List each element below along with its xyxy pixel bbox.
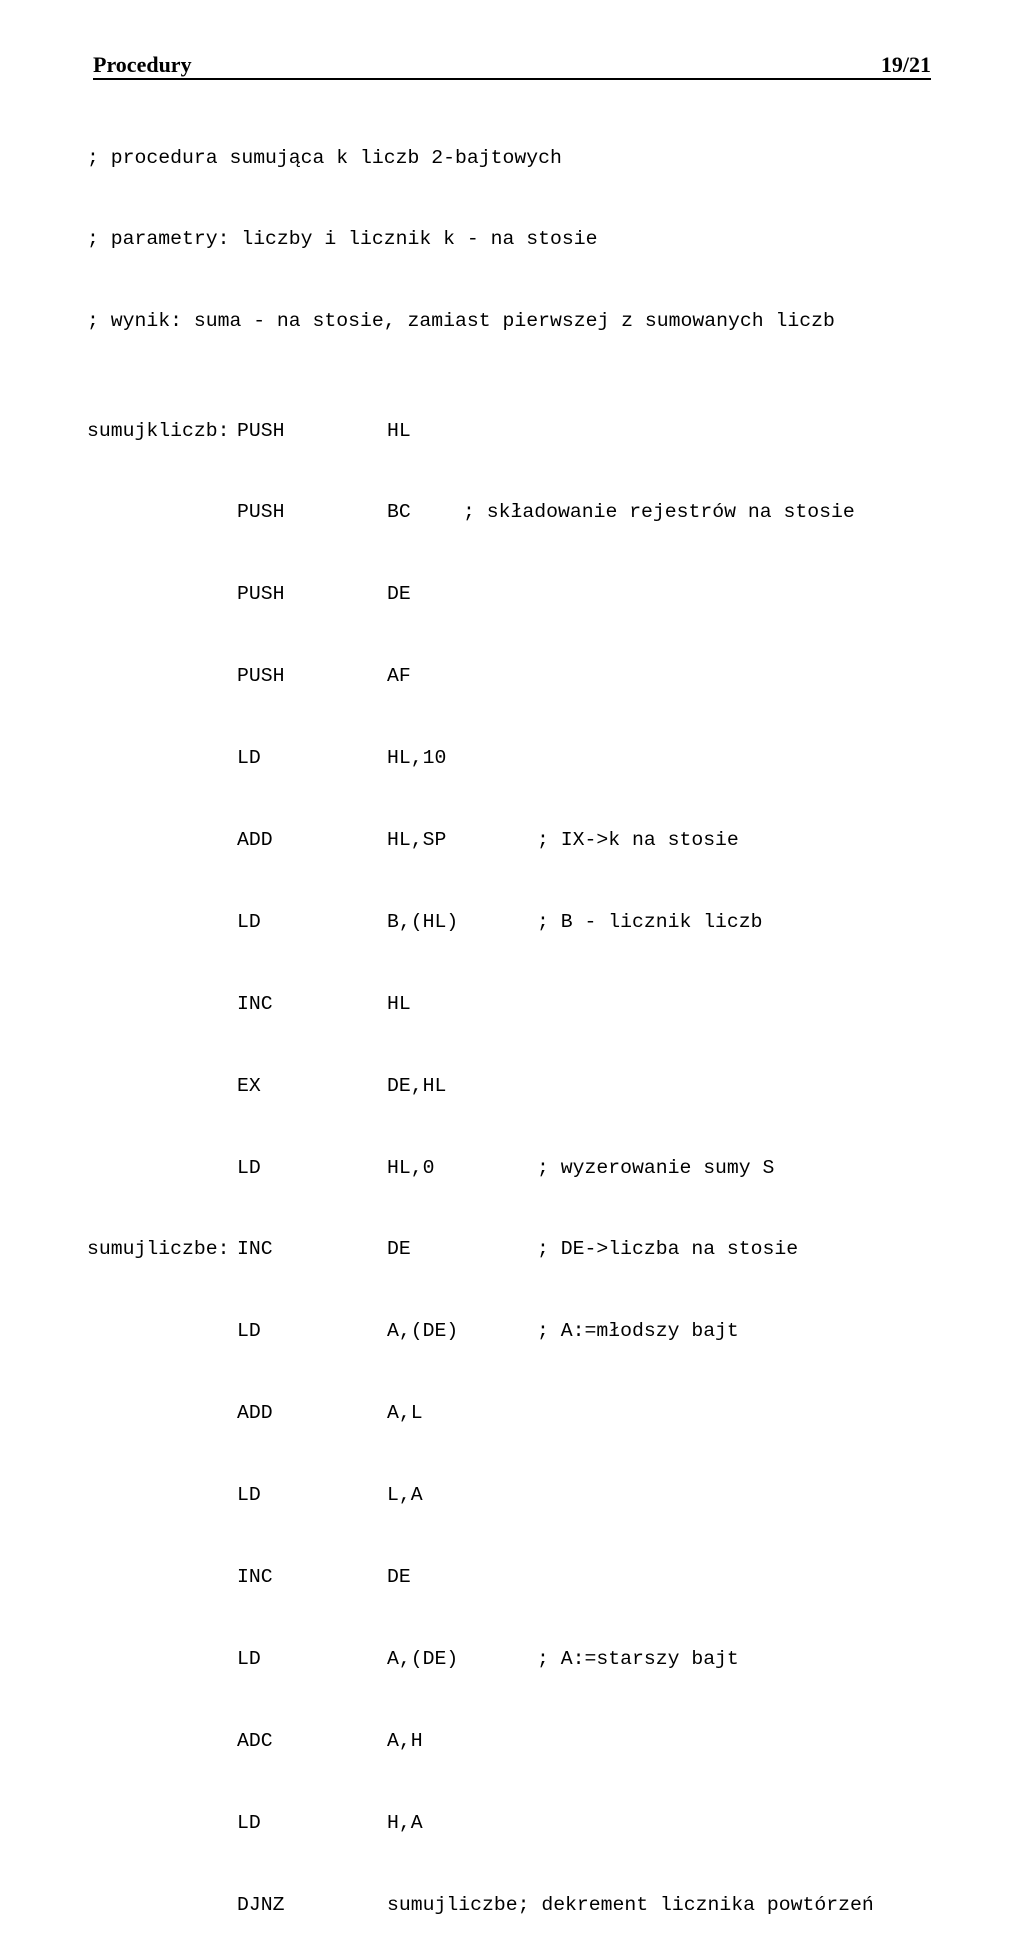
code-opcode: INC [237,1238,273,1261]
code-line [87,1236,874,1263]
code-opcode: PUSH [237,665,285,688]
code-operand: A,H [387,1729,423,1752]
code-operand: DE [387,583,411,606]
code-comment-line [87,226,874,253]
code-comment: ; B - licznik liczb [537,910,763,933]
code-opcode: INC [237,992,273,1015]
code-opcode: LD [237,1320,261,1343]
code-opcode: INC [237,1566,273,1589]
code-line [87,827,874,854]
code-opcode: LD [237,747,261,770]
code-opcode: ADD [237,1402,273,1425]
code-operand: A,(DE) [387,1647,459,1670]
code-comment-line [87,308,874,335]
code-comment: ; A:=starszy bajt [537,1647,739,1670]
code-line [87,991,874,1018]
code-opcode: LD [237,910,261,933]
code-operand: AF [387,665,411,688]
code-line [87,1155,874,1182]
code-line [87,1318,874,1345]
code-line [87,1073,874,1100]
code-comment-line [87,145,874,172]
code-label: sumujkliczb: [87,419,230,442]
slide-title: Procedury [93,52,192,77]
code-comment: ; składowanie rejestrów na stosie [463,501,855,524]
code-operand: L,A [387,1484,423,1507]
code-comment: ; IX->k na stosie [537,829,739,852]
code-opcode: PUSH [237,501,285,524]
comment-text: ; parametry: liczby i licznik k - na stosie [87,228,598,251]
code-opcode: ADC [237,1729,273,1752]
code-line [87,1892,874,1919]
code-operand: A,L [387,1402,423,1425]
code-line [87,1400,874,1427]
code-line [87,1564,874,1591]
code-line [87,1728,874,1755]
code-operand: DE [387,1238,411,1261]
code-operand: HL [387,419,411,442]
code-line [87,1646,874,1673]
code-line [87,663,874,690]
page-number: 19/21 [880,52,931,77]
code-line [87,499,874,526]
code-operand: sumujliczbe [387,1893,518,1916]
code-listing [87,90,874,1946]
code-comment: ; A:=młodszy bajt [537,1320,739,1343]
code-opcode: EX [237,1074,261,1097]
code-opcode: PUSH [237,419,285,442]
comment-text: ; wynik: suma - na stosie, zamiast pierwszej z sumowanych liczb [87,310,835,333]
code-line [87,581,874,608]
code-opcode: DJNZ [237,1893,285,1916]
code-label: sumujliczbe: [87,1238,230,1261]
code-operand: B,(HL) [387,910,459,933]
code-line [87,1482,874,1509]
code-line [87,418,874,445]
code-operand: HL [387,992,411,1015]
code-operand: HL,SP [387,829,447,852]
code-opcode: LD [237,1811,261,1834]
code-line [87,745,874,772]
code-operand: DE,HL [387,1074,447,1097]
code-line [87,909,874,936]
code-operand: BC [387,501,411,524]
code-opcode: LD [237,1647,261,1670]
code-operand: H,A [387,1811,423,1834]
code-operand: HL,10 [387,747,447,770]
code-comment: ; DE->liczba na stosie [537,1238,799,1261]
code-opcode: LD [237,1156,261,1179]
code-opcode: PUSH [237,583,285,606]
code-operand: HL,0 [387,1156,435,1179]
code-opcode: ADD [237,829,273,852]
slide-header [93,52,931,80]
code-operand: A,(DE) [387,1320,459,1343]
code-line [87,1810,874,1837]
comment-text: ; procedura sumująca k liczb 2-bajtowych [87,146,562,169]
code-opcode: LD [237,1484,261,1507]
code-comment: ; dekrement licznika powtórzeń [517,1893,874,1916]
code-operand: DE [387,1566,411,1589]
code-comment: ; wyzerowanie sumy S [537,1156,775,1179]
